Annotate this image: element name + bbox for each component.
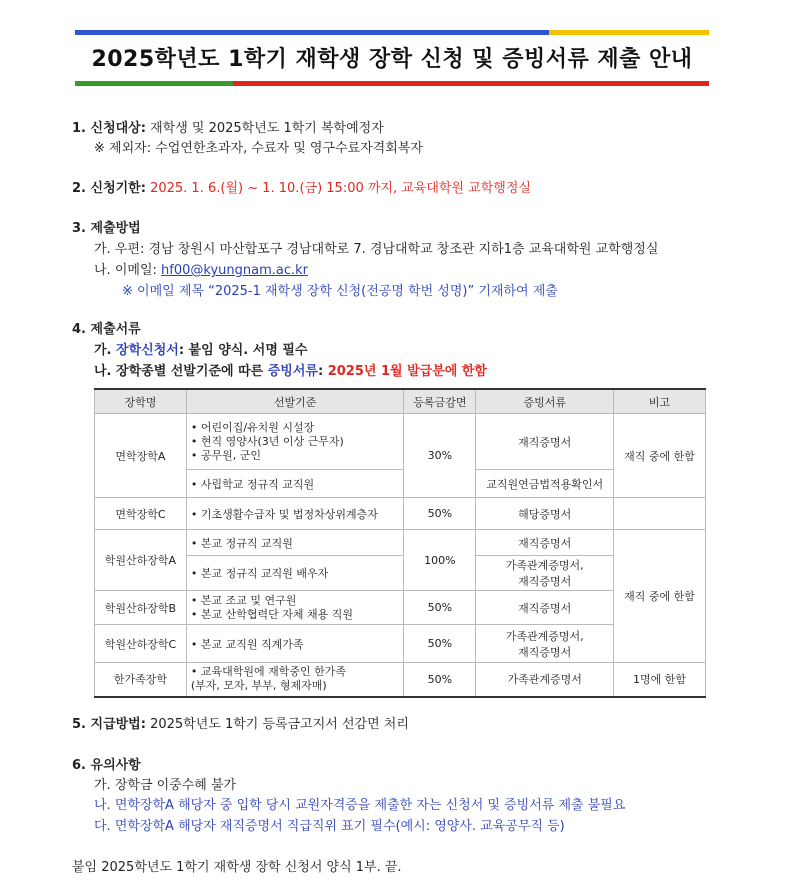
document-cell bbox=[476, 625, 614, 663]
discount-cell: 100% bbox=[404, 530, 476, 591]
document-line: 재직증명서 bbox=[518, 645, 572, 659]
header-criteria: 선발기준 bbox=[186, 389, 404, 414]
bar-yellow-segment bbox=[549, 30, 709, 35]
discount-cell: 50% bbox=[404, 498, 476, 530]
section-5 bbox=[72, 717, 409, 733]
document-line: 재직증명서 bbox=[518, 575, 572, 588]
section-1-text: 재학생 및 2025학년도 1학기 복학예정자 bbox=[145, 121, 384, 136]
criteria-cell: • 본교 정규직 교직원 배우자 bbox=[186, 556, 404, 591]
email-link[interactable]: hf00@kyungnam.ac.kr bbox=[161, 263, 308, 278]
criteria-item: • 본교 조교 및 연구원 bbox=[190, 593, 297, 607]
criteria-cell: • 기초생활수급자 및 법정차상위계층자 bbox=[186, 498, 404, 530]
section-3-label: 3. 제출방법 bbox=[72, 221, 141, 236]
document-line: 가족관계증명서, bbox=[505, 559, 584, 572]
section-3-email-note: ※ 이메일 제목 “2025-1 재학생 장학 신청(전공명 학번 성명)” 기재하여 제출 bbox=[122, 284, 558, 299]
header-remarks: 비고 bbox=[614, 389, 706, 414]
scholarship-name: 면학장학C bbox=[95, 498, 187, 530]
criteria-cell bbox=[186, 591, 404, 625]
section-1 bbox=[72, 121, 384, 137]
attachment-note: 붙임 2025학년도 1학기 재학생 장학 신청서 양식 1부. 끝. bbox=[72, 860, 402, 875]
criteria-cell bbox=[186, 663, 404, 697]
scholarship-table bbox=[94, 388, 706, 698]
table-row bbox=[95, 530, 706, 556]
section-4-a bbox=[94, 343, 308, 359]
header-name: 장학명 bbox=[95, 389, 187, 414]
criteria-cell: • 본교 정규직 교직원 bbox=[186, 530, 404, 556]
remark-cell: 재직 중에 한함 bbox=[614, 530, 706, 663]
scholarship-name: 학원산하장학B bbox=[95, 591, 187, 625]
section-3-email bbox=[94, 263, 308, 279]
table-row bbox=[95, 414, 706, 470]
section-2 bbox=[72, 181, 531, 197]
bar-green-segment bbox=[75, 81, 233, 86]
section-4-a-rest: : 붙임 양식. 서명 필수 bbox=[178, 343, 308, 358]
section-6-b: 나. 면학장학A 해당자 중 입학 당시 교원자격증을 제출한 자는 신청서 및 증빙서류 제출 불필요 bbox=[94, 798, 626, 813]
document-cell bbox=[476, 556, 614, 591]
section-4-b-colon: : bbox=[317, 364, 328, 379]
title-top-bar bbox=[75, 30, 709, 35]
document-line: 가족관계증명서, bbox=[505, 629, 584, 643]
application-form-label: 장학신청서 bbox=[116, 343, 179, 358]
section-4-a-prefix: 가. bbox=[94, 343, 117, 358]
document-cell: 교직원연금법적용확인서 bbox=[476, 470, 614, 498]
scholarship-name: 학원산하장학A bbox=[95, 530, 187, 591]
discount-cell: 50% bbox=[404, 663, 476, 697]
table-row bbox=[95, 498, 706, 530]
table-header-row bbox=[95, 389, 706, 414]
section-3-email-prefix: 나. 이메일: bbox=[94, 263, 162, 278]
criteria-item: • 현직 영양사(3년 이상 근무자) bbox=[190, 434, 344, 448]
title-banner bbox=[75, 30, 709, 86]
document-cell: 해당증명서 bbox=[476, 498, 614, 530]
section-6-c: 다. 면학장학A 해당자 재직증명서 직급직위 표기 필수(예시: 영양사. 교육공무직 등) bbox=[94, 819, 565, 834]
discount-cell: 50% bbox=[404, 625, 476, 663]
criteria-item: • 공무원, 군인 bbox=[190, 448, 261, 462]
header-documents: 증빙서류 bbox=[476, 389, 614, 414]
page-title: 2025학년도 1학기 재학생 장학 신청 및 증빙서류 제출 안내 bbox=[91, 47, 693, 72]
section-5-label: 5. 지급방법: bbox=[72, 717, 146, 732]
scholarship-name: 한가족장학 bbox=[95, 663, 187, 697]
section-3-mail-address: 가. 우편: 경남 창원시 마산합포구 경남대학로 7. 경남대학교 창조관 지하1층 교육대학원 교학행정실 bbox=[94, 242, 659, 257]
header-discount: 등록금감면 bbox=[404, 389, 476, 414]
section-4-b bbox=[94, 364, 487, 380]
document-cell: 재직증명서 bbox=[476, 591, 614, 625]
discount-cell: 50% bbox=[404, 591, 476, 625]
section-6-a: 가. 장학금 이중수혜 불가 bbox=[94, 778, 237, 793]
evidence-docs-label: 증빙서류 bbox=[267, 364, 318, 379]
criteria-item: • 본교 산학협력단 자체 채용 직원 bbox=[190, 607, 353, 621]
section-5-text: 2025학년도 1학기 등록금고지서 선감면 처리 bbox=[145, 717, 409, 732]
section-1-note: ※ 제외자: 수업연한초과자, 수료자 및 영구수료자격회복자 bbox=[94, 141, 423, 156]
remark-cell: 재직 중에 한함 bbox=[614, 414, 706, 498]
section-2-deadline: 2025. 1. 6.(월) ~ 1. 10.(금) 15:00 까지, 교육대학원 교학행정실 bbox=[145, 181, 531, 196]
criteria-item: (부자, 모자, 부부, 형제자매) bbox=[190, 679, 327, 693]
section-4-b-prefix: 나. 장학종별 선발기준에 따른 bbox=[94, 364, 268, 379]
criteria-cell: • 사립학교 정규직 교직원 bbox=[186, 470, 404, 498]
criteria-cell: • 본교 교직원 직계가족 bbox=[186, 625, 404, 663]
discount-cell: 30% bbox=[404, 414, 476, 498]
section-1-label: 1. 신청대상: bbox=[72, 121, 146, 136]
criteria-item: • 어린이집/유치원 시설장 bbox=[190, 420, 315, 434]
section-4-label: 4. 제출서류 bbox=[72, 322, 141, 337]
bar-red-segment bbox=[233, 81, 709, 86]
document-cell: 재직증명서 bbox=[476, 414, 614, 470]
title-bottom-bar bbox=[75, 81, 709, 86]
document-cell: 가족관계증명서 bbox=[476, 663, 614, 697]
document-cell: 재직증명서 bbox=[476, 530, 614, 556]
issue-date-condition: 2025년 1월 발급분에 한함 bbox=[327, 364, 487, 379]
bar-blue-segment bbox=[75, 30, 549, 35]
remark-cell: 1명에 한함 bbox=[614, 663, 706, 697]
scholarship-name: 학원산하장학C bbox=[95, 625, 187, 663]
criteria-item: • 교육대학원에 재학중인 한가족 bbox=[190, 665, 346, 679]
criteria-cell bbox=[186, 414, 404, 470]
remark-cell bbox=[614, 498, 706, 530]
section-2-label: 2. 신청기한: bbox=[72, 181, 146, 196]
scholarship-name: 면학장학A bbox=[95, 414, 187, 498]
section-6-label: 6. 유의사항 bbox=[72, 758, 141, 773]
table-row bbox=[95, 663, 706, 697]
